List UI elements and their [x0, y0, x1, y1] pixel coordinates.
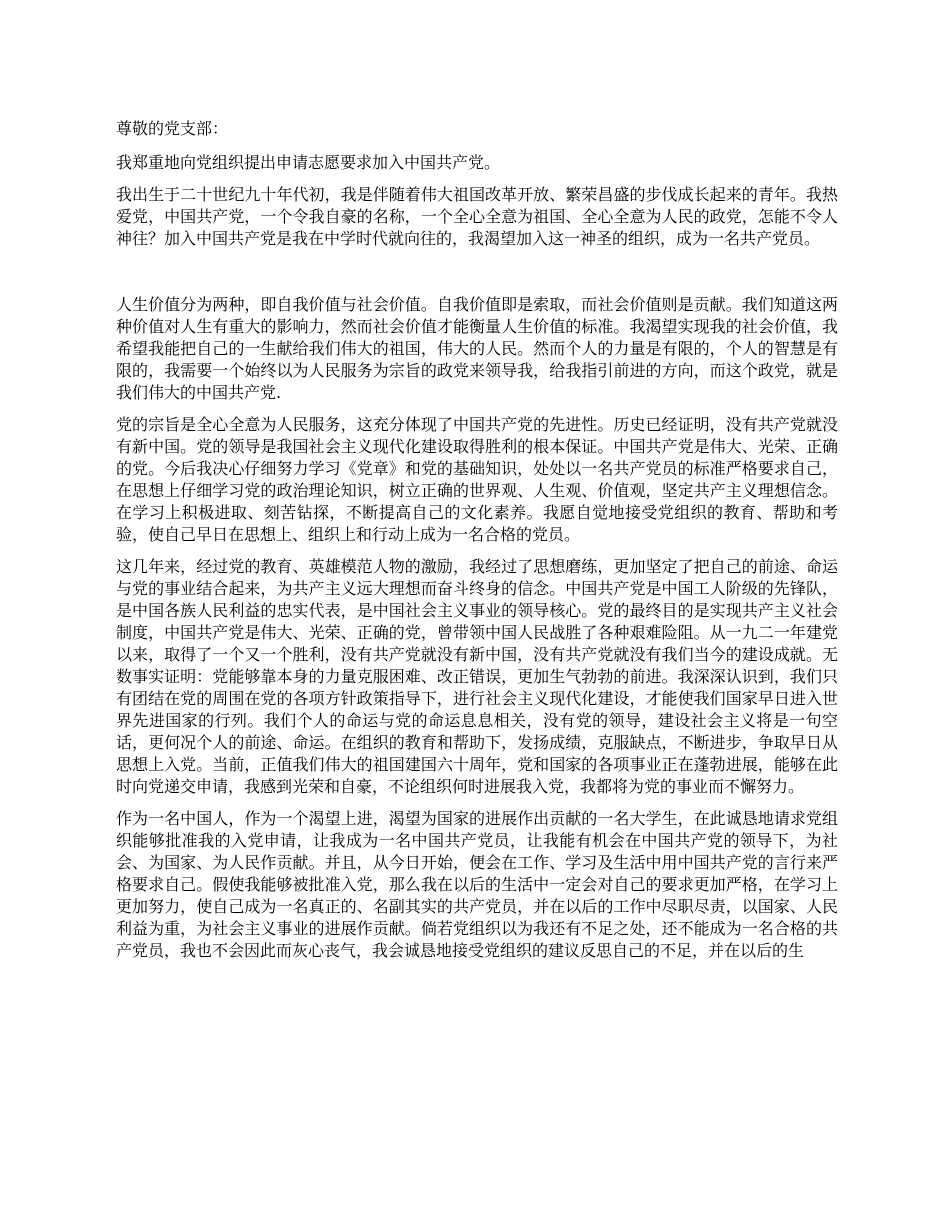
- document-page: [116, 118, 838, 972]
- paragraph-declaration: 我郑重地向党组织提出申请志愿要求加入中国共产党。: [116, 153, 501, 172]
- paragraph-request: 作为一名中国人，作为一个渴望上进，渴望为国家的进展作出贡献的一名大学生，在此诚恳地请求党组织能够批准我的入党申请，让我成为一名中国共产党员，让我能有机会在中国共产党的领导下，为社会、为国家、为人民作贡献。并且，从今日开始，便会在工作、学习及生活中用中国共产党的言行来严格要求自己。假使我能够被批准入党，那么我在以后的生活中一定会对自己的要求更加严格，在学习上更加努力，使自己成为一名真正的、名副其实的共产党员，并在以后的工作中尽职尽责，以国家、人民利益为重，为社会主义事业的进展作贡献。倘若党组织以为我还有不足之处，还不能成为一名合格的共产党员，我也不会因此而灰心丧气，我会诚恳地接受党组织的建议反思自己的不足，并在以后的生: [116, 809, 838, 960]
- paragraph-conviction: 这几年来，经过党的教育、英雄模范人物的激励，我经过了思想磨练，更加坚定了把自己的前途、命运与党的事业结合起来，为共产主义远大理想而奋斗终身的信念。中国共产党是中国工人阶级的先锋队，是中国各族人民利益的忠实代表，是中国社会主义事业的领导核心。党的最终目的是实现共产主义社会制度，中国共产党是伟大、光荣、正确的党，曾带领中国人民战胜了各种艰难险阻。从一九二一年建党以来，取得了一个又一个胜利，没有共产党就没有新中国，没有共产党就没有我们当今的建设成就。无数事实证明：党能够靠本身的力量克服困难、改正错误，更加生气勃勃的前进。我深深认识到，我们只有团结在党的周围在党的各项方针政策指导下，进行社会主义现代化建设，才能使我们国家早日进入世界先进国家的行列。我们个人的命运与党的命运息息相关，没有党的领导，建设社会主义将是一句空话，更何况个人的前途、命运。在组织的教育和帮助下，发扬成绩，克服缺点，不断进步，争取早日从思想上入党。当前，正值我们伟大的祖国建国六十周年，党和国家的各项事业正在蓬勃进展，能够在此时向党递交申请，我感到光荣和自豪，不论组织何时进展我入党，我都将为党的事业而不懈努力。: [116, 557, 838, 796]
- paragraph-background: 我出生于二十世纪九十年代初，我是伴随着伟大祖国改革开放、繁荣昌盛的步伐成长起来的青年。我热爱党，中国共产党，一个令我自豪的名称，一个全心全意为祖国、全心全意为人民的政党，怎能不令人神往？加入中国共产党是我在中学时代就向往的，我渴望加入这一神圣的组织，成为一名共产党员。: [116, 185, 838, 248]
- salutation: 尊敬的党支部：: [116, 119, 229, 138]
- paragraph-party-purpose: 党的宗旨是全心全意为人民服务，这充分体现了中国共产党的先进性。历史已经证明，没有共产党就没有新中国。党的领导是我国社会主义现代化建设取得胜利的根本保证。中国共产党是伟大、光荣、正确的党。今后我决心仔细努力学习《党章》和党的基础知识，处处以一名共产党员的标准严格要求自己，在思想上仔细学习党的政治理论知识，树立正确的世界观、人生观、价值观，坚定共产主义理想信念。在学习上积极进取、刻苦钻探，不断提高自己的文化素养。我愿自觉地接受党组织的教育、帮助和考验，使自己早日在思想上、组织上和行动上成为一名合格的党员。: [116, 415, 838, 544]
- paragraph-life-value: 人生价值分为两种，即自我价值与社会价值。自我价值即是索取，而社会价值则是贡献。我们知道这两种价值对人生有重大的影响力，然而社会价值才能衡量人生价值的标准。我渴望实现我的社会价值，我希望我能把自己的一生献给我们伟大的祖国，伟大的人民。然而个人的力量是有限的，个人的智慧是有限的，我需要一个始终以为人民服务为宗旨的政党来领导我，给我指引前进的方向，而这个政党，就是我们伟大的中国共产党.: [116, 295, 838, 402]
